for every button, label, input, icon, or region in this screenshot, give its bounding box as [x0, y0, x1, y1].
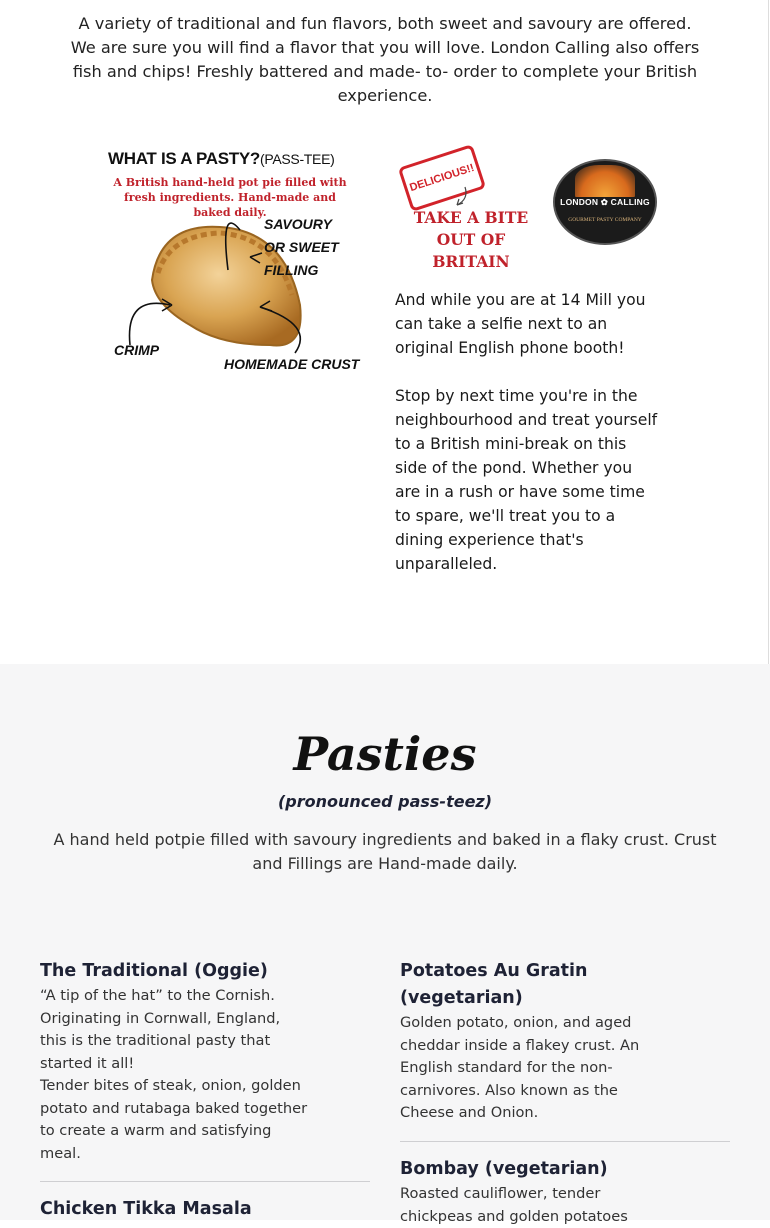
london-calling-logo [553, 159, 657, 245]
menu-item [40, 1196, 340, 1223]
selfie-paragraph: And while you are at 14 Mill you can take a selfie next to an original English phone booth! [395, 291, 646, 357]
menu-item-name: Potatoes Au Gratin (vegetarian) [400, 961, 588, 1008]
visit-paragraph: Stop by next time you're in the neighbourhood and treat yourself to a British mini-break on this side of the pond. Whether you are in a rush or have some time to spare, we'll treat you to a dining experience that's unparalleled. [395, 387, 658, 573]
menu-item-description: “A tip of the hat” to the Cornish. Originating in Cornwall, England, this is the traditional pasty that started it all! Tender bites of steak, onion, golden potato and rutabaga baked together to create a warm and satisfying meal. [40, 987, 308, 1162]
pasty-graphic-subtitle: A British hand-held pot pie filled with fresh ingredients. Hand-made and baked daily. [113, 176, 347, 219]
logo-name: LONDON ✿ CALLING [555, 197, 655, 208]
menu-divider [40, 1181, 370, 1182]
menu-item-name: Chicken Tikka Masala [40, 1199, 252, 1219]
menu-item-description: Golden potato, onion, and aged cheddar inside a flakey crust. An English standard for the non-carnivores. Also known as the Cheese and Onion. [400, 1014, 640, 1121]
logo-skyline [575, 165, 635, 199]
pasties-menu-section [0, 664, 770, 1225]
menu-description: A hand held potpie filled with savoury ingredients and baked in a flaky crust. Crust and Fillings are Hand-made daily. [53, 830, 717, 873]
delicious-stamp: DELICIOUS!! [398, 144, 486, 212]
menu-item [400, 958, 660, 1125]
menu-pronunciation: (pronounced pass-teez) [277, 792, 493, 811]
menu-item-description: Roasted cauliflower, tender chickpeas and golden potatoes [400, 1185, 628, 1225]
menu-item-name: The Traditional (Oggie) [40, 961, 268, 981]
logo-subtitle: GOURMET PASTY COMPANY [568, 217, 642, 223]
side-text-block [395, 288, 660, 576]
menu-item-name: Bombay (vegetarian) [400, 1159, 608, 1179]
menu-item [400, 1156, 650, 1228]
bite-tagline: TAKE A BITE OUT OF BRITAIN [413, 208, 529, 271]
menu-title: Pasties [293, 727, 477, 781]
pasty-label-filling: SAVOURY OR SWEET FILLING [264, 216, 339, 278]
pasty-label-crust: HOMEMADE CRUST [224, 356, 360, 372]
pasty-graphic-title: WHAT IS A PASTY?(PASS-TEE) [108, 149, 335, 168]
menu-item [40, 958, 310, 1165]
what-is-a-pasty-graphic [100, 145, 360, 385]
pasty-label-crimp: CRIMP [114, 342, 160, 358]
intro-paragraph: A variety of traditional and fun flavors, both sweet and savoury are offered. We are sure you will find a flavor that you will love. London Calling also offers fish and chips! Freshly battered and made- to- order to complete your British experience. [70, 14, 700, 105]
menu-divider [400, 1141, 730, 1142]
take-a-bite-graphic [395, 145, 545, 271]
